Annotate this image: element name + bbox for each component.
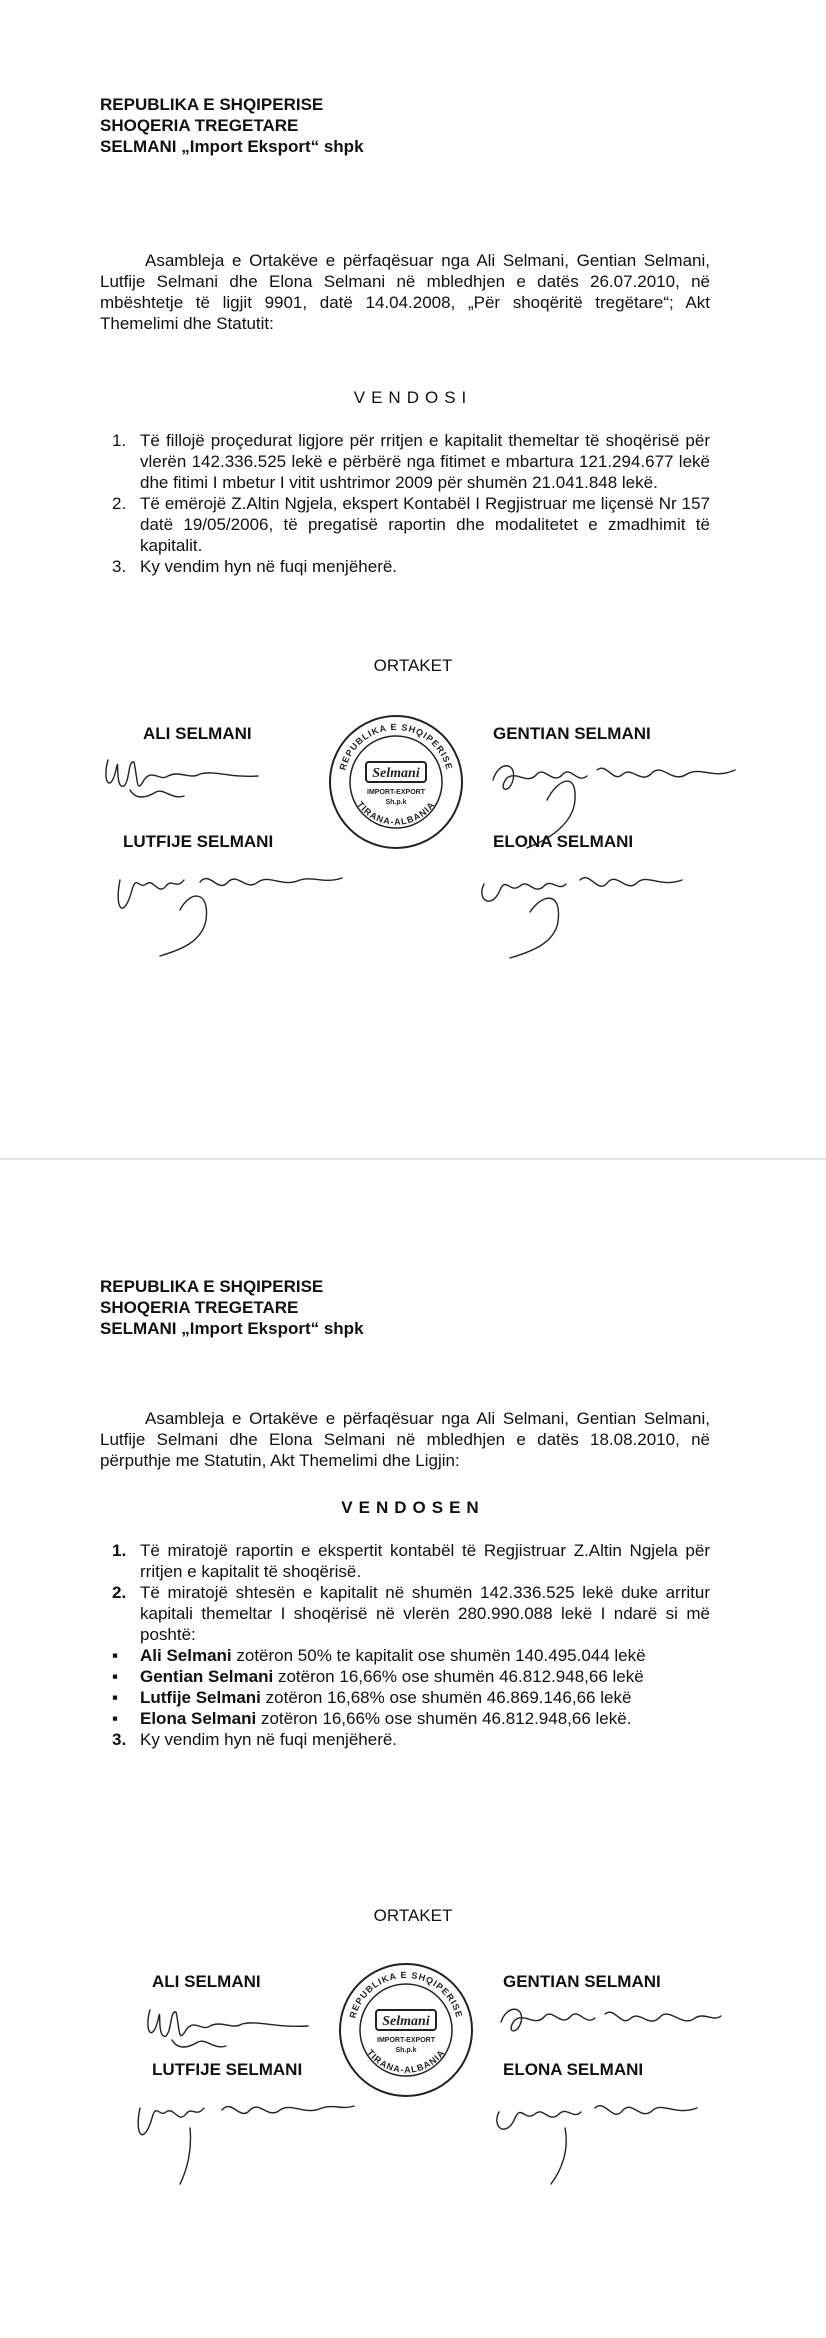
signature-gentian	[487, 740, 747, 850]
signature-lutfije	[130, 2078, 360, 2188]
header-republic: REPUBLIKA E SHQIPERISE	[100, 95, 324, 114]
decision-title: VENDOSI	[353, 388, 473, 407]
svg-text:Sh.p.k: Sh.p.k	[385, 799, 407, 806]
company-stamp	[326, 712, 466, 852]
signatory-gentian: GENTIAN SELMANI	[493, 724, 651, 743]
intro-paragraph	[100, 250, 710, 334]
svg-text:Sh.p.k: Sh.p.k	[395, 2047, 417, 2054]
list-item: 3. Ky vendim hyn në fuqi menjëherë.	[112, 557, 398, 576]
svg-text:Selmani: Selmani	[382, 2014, 430, 2029]
list-item: 2. Të emërojë Z.Altin Ngjela, ekspert Kontabël I Regjistruar me liçensë Nr 157 datë 19/05/2006, të pregatisë raportin dhe modalitetet e zmadhimit të kapitalit.	[112, 494, 710, 555]
header-company-name: SELMANI „Import Eksport“ shpk	[100, 137, 364, 156]
company-header	[100, 94, 364, 157]
signature-elona	[470, 850, 710, 960]
share-item: ▪ Elona Selmani zotëron 16,66% ose shumën 46.812.948,66 lekë.	[112, 1709, 632, 1728]
stamp-seal-icon	[336, 1960, 476, 2100]
share-item: ▪ Ali Selmani zotëron 50% te kapitalit ose shumën 140.495.044 lekë	[112, 1646, 646, 1665]
signatory-lutfije: LUTFIJE SELMANI	[152, 2060, 303, 2079]
svg-text:TIRANA-ALBANIA: TIRANA-ALBANIA	[355, 799, 437, 827]
list-item: 3. Ky vendim hyn në fuqi menjëherë.	[112, 1730, 398, 1749]
decision-list	[100, 430, 710, 577]
signatory-ali: ALI SELMANI	[143, 724, 252, 743]
signature-gentian	[495, 1986, 725, 2056]
share-item: ▪ Lutfije Selmani zotëron 16,68% ose shumën 46.869.146,66 lekë	[112, 1688, 632, 1707]
signatory-ali: ALI SELMANI	[152, 1972, 261, 1991]
company-header	[100, 1276, 364, 1339]
header-republic: REPUBLIKA E SHQIPERISE	[100, 1277, 324, 1296]
list-item: 1. Të fillojë proçedurat ligjore për rritjen e kapitalit themeltar të shoqërisë për vlerën 142.336.525 lekë e përbërë nga fitimet e mbartura 121.294.677 lekë dhe fitimi I mbetur I vitit ushtrimor 2009 për shumën 21.041.848 lekë.	[112, 431, 710, 492]
decision-list	[100, 1540, 710, 1750]
document-second-decision	[0, 1160, 826, 2338]
intro-text: Asambleja e Ortakëve e përfaqësuar nga Ali Selmani, Gentian Selmani, Lutfije Selmani dhe Elona Selmani në mbledhjen e datës 26.07.2010, në mbështetje të ligjit 9901, datë 14.04.2008, „Për shoqëritë tregëtare“; Akt Themelimi dhe Statutit:	[100, 251, 710, 333]
header-company-type: SHOQERIA TREGETARE	[100, 1298, 299, 1317]
svg-text:IMPORT-EXPORT: IMPORT-EXPORT	[377, 2037, 435, 2044]
company-stamp	[336, 1960, 476, 2100]
stamp-seal-icon	[326, 712, 466, 852]
svg-text:Selmani: Selmani	[372, 766, 420, 781]
list-item: 2. Të miratojë shtesën e kapitalit në shumën 142.336.525 lekë duke arritur kapitali themeltar I shoqërisë në vlerën 280.990.088 lekë I ndarë si më poshtë:	[112, 1583, 710, 1644]
header-company-name: SELMANI „Import Eksport“ shpk	[100, 1319, 364, 1338]
signature-ali	[140, 1988, 320, 2058]
signature-lutfije	[110, 850, 370, 960]
partners-heading: ORTAKET	[373, 1906, 453, 1925]
header-company-type: SHOQERIA TREGETARE	[100, 116, 299, 135]
signatory-lutfije: LUTFIJE SELMANI	[123, 832, 274, 851]
svg-text:IMPORT-EXPORT: IMPORT-EXPORT	[367, 789, 425, 796]
share-item: ▪ Gentian Selmani zotëron 16,66% ose shumën 46.812.948,66 lekë	[112, 1667, 644, 1686]
list-item: 1. Të miratojë raportin e ekspertit kontabël të Regjistruar Z.Altin Ngjela për rritjen e kapitalit të shoqërisë.	[112, 1541, 710, 1581]
document-first-decision	[0, 0, 826, 1160]
decision-title: VENDOSEN	[341, 1498, 485, 1517]
intro-text: Asambleja e Ortakëve e përfaqësuar nga Ali Selmani, Gentian Selmani, Lutfije Selmani dhe Elona Selmani në mbledhjen e datës 18.08.2010, në përputhje me Statutin, Akt Themelimi dhe Ligjin:	[100, 1409, 710, 1470]
intro-paragraph	[100, 1408, 710, 1471]
svg-text:TIRANA-ALBANIA: TIRANA-ALBANIA	[365, 2047, 447, 2075]
signatory-elona: ELONA SELMANI	[493, 832, 634, 851]
partners-heading: ORTAKET	[373, 656, 453, 675]
signature-ali	[100, 740, 270, 810]
signatory-elona: ELONA SELMANI	[503, 2060, 644, 2079]
signature-elona	[485, 2078, 715, 2188]
svg-text:REPUBLIKA E SHQIPERISE: REPUBLIKA E SHQIPERISE	[347, 1969, 465, 2020]
signatory-gentian: GENTIAN SELMANI	[503, 1972, 661, 1991]
svg-text:REPUBLIKA E SHQIPERISE: REPUBLIKA E SHQIPERISE	[337, 721, 455, 772]
